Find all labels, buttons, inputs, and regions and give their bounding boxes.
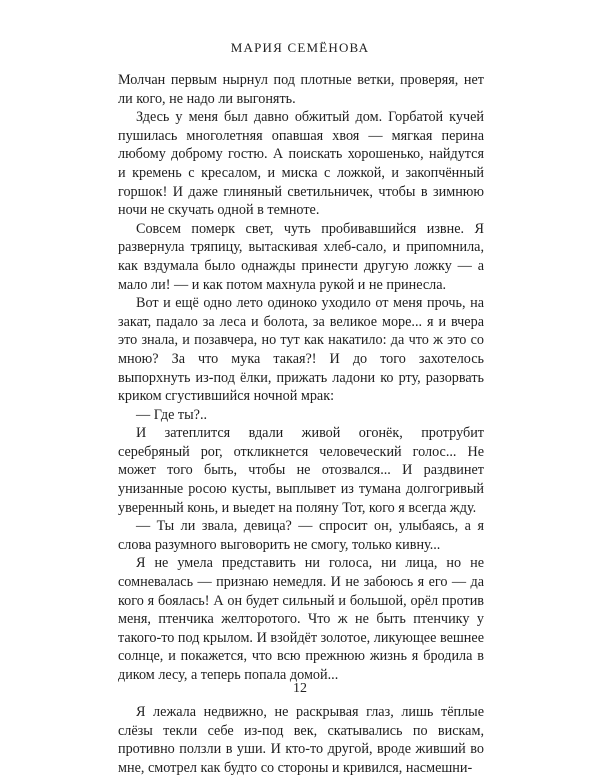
running-head: МАРИЯ СЕМЁНОВА bbox=[230, 40, 370, 55]
body-text bbox=[118, 71, 484, 778]
paragraph: Я лежала недвижно, не раскрывая глаз, лишь тёплые слёзы текли себе из-под век, скатывались по вискам, противно ползли в уши. И кто-то другой, вроде живший во мне, смотрел как будто со стороны и кривился, насмешни- bbox=[118, 704, 484, 776]
page-number: 12 bbox=[293, 681, 307, 696]
paragraph: И затеплится вдали живой огонёк, протрубит серебряный рог, откликнется человеческий голос... Не может того быть, чтобы не отозвался... И раздвинет унизанные росою кусты, выплывет из тумана долгогривый уверенный конь, и выедет на поляну Тот, кого я всегда жду. bbox=[118, 425, 484, 516]
paragraph: Здесь у меня был давно обжитый дом. Горбатой кучей пушилась многолетняя опавшая хвоя — мягкая перина любому доброму гостю. А поискать хорошенько, найдутся и кремень с кресалом, и миска с ложкой, и закопчённый горшок! И даже глиняный светильничек, чтобы в зимнюю ночи не скучать одной в темноте. bbox=[118, 109, 484, 219]
paragraph: Я не умела представить ни голоса, ни лица, но не сомневалась — признаю немедля. И не забоюсь я его — да кого я боялась! А он будет сильный и большой, орёл против меня, птенчика желторотого. Что ж не быть птенчику у такого-то под крылом. И взойдёт золотое, ликующее вешнее солнце, и покажется, что всю прежнюю жизнь я бродила в диком лесу, а теперь попала домой... bbox=[118, 555, 484, 683]
dialogue-line: — Ты ли звала, девица? — спросит он, улыбаясь, а я слова разумного выговорить не смогу, только кивну... bbox=[118, 518, 484, 553]
dialogue-line: — Где ты?.. bbox=[136, 406, 208, 423]
paragraph: Вот и ещё одно лето одиноко уходило от меня прочь, на закат, падало за леса и болота, за великое море... я и вчера это знала, и позавчера, но тут как накатило: да что ж это со мною? За что мука такая?! И до того захотелось выпорхнуть из-под ёлки, прижать ладони ко рту, разорвать криком сгустившийся ночной мрак: bbox=[118, 295, 484, 405]
paragraph: Молчан первым нырнул под плотные ветки, проверяя, нет ли кого, не надо ли выгонять. bbox=[118, 72, 484, 107]
paragraph: Совсем померк свет, чуть пробивавшийся извне. Я развернула тряпицу, вытаскивая хлеб-сало, и припомнила, как вздумала было однажды принести другую ложку — а мало ли! — и как потом махнула рукой и не принесла. bbox=[118, 220, 484, 293]
